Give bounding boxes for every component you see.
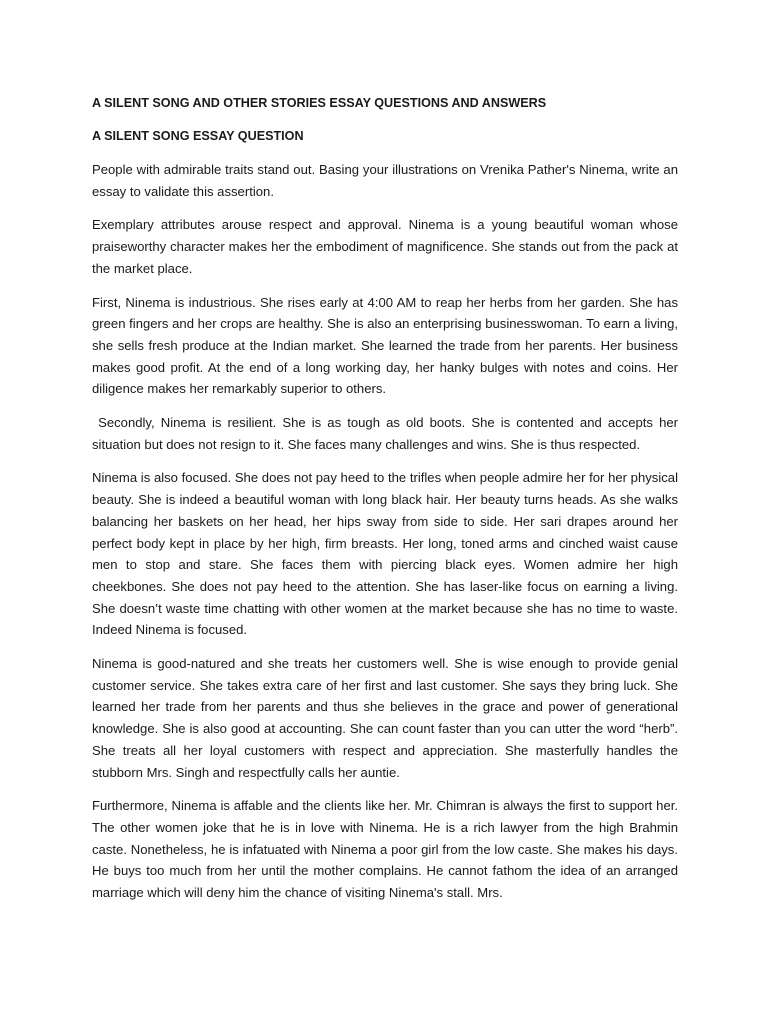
focused-paragraph: Ninema is also focused. She does not pay heed to the trifles when people admire her for her physical beauty. She is indeed a beautiful woman with long black hair. Her beauty turns heads. As she walks balancing her baskets on her head, her hips sway from side to side. Her sari drapes around her perfect body kept in place by her high, firm breasts. Her long, toned arms and cinched waist cause men to stop and stare. She faces them with piercing black eyes. Women admire her high cheekbones. She does not pay heed to the attention. She has laser-like focus on earning a living. She doesn’t waste time chatting with other women at the market because she has no time to waste. Indeed Ninema is focused. (92, 470, 678, 638)
good-natured-paragraph: Ninema is good-natured and she treats her customers well. She is wise enough to provide genial customer service. She takes extra care of her first and last customer. She says they bring luck. She learned her trade from her parents and thus she believes in the grace and power of generational knowledge. She is also good at accounting. She can count faster than you can utter the word “herb”. She treats all her loyal customers with respect and appreciation. She masterfully handles the stubborn Mrs. Singh and respectfully calls her auntie. (92, 656, 678, 780)
essay-question-paragraph: People with admirable traits stand out. Basing your illustrations on Vrenika Pather's Ninema, write an essay to validate this assertion. (92, 162, 678, 199)
resilient-paragraph: Secondly, Ninema is resilient. She is as tough as old boots. She is contented and accepts her situation but does not resign to it. She faces many challenges and wins. She is thus respected. (92, 415, 682, 452)
document-title: A SILENT SONG AND OTHER STORIES ESSAY QUESTIONS AND ANSWERS (92, 96, 547, 110)
intro-paragraph: Exemplary attributes arouse respect and approval. Ninema is a young beautiful woman whose praiseworthy character makes her the embodiment of magnificence. She stands out from the pack at the market place. (92, 217, 678, 276)
affable-paragraph: Furthermore, Ninema is affable and the clients like her. Mr. Chimran is always the first to support her. The other women joke that he is in love with Ninema. He is a rich lawyer from the high Brahmin caste. Nonetheless, he is infatuated with Ninema a poor girl from the low caste. She makes his days. He buys too much from her until the mother complains. He cannot fathom the idea of an arranged marriage which will deny him the chance of visiting Ninema's stall. Mrs. (92, 798, 678, 901)
essay-question-heading: A SILENT SONG ESSAY QUESTION (92, 129, 304, 143)
document-body (92, 93, 682, 916)
industrious-paragraph: First, Ninema is industrious. She rises early at 4:00 AM to reap her herbs from her garden. She has green fingers and her crops are healthy. She is also an enterprising businesswoman. To earn a living, she sells fresh produce at the Indian market. She learned the trade from her parents. Her business makes good profit. At the end of a long working day, her hanky bulges with notes and coins. Her diligence makes her remarkably superior to others. (92, 294, 678, 397)
